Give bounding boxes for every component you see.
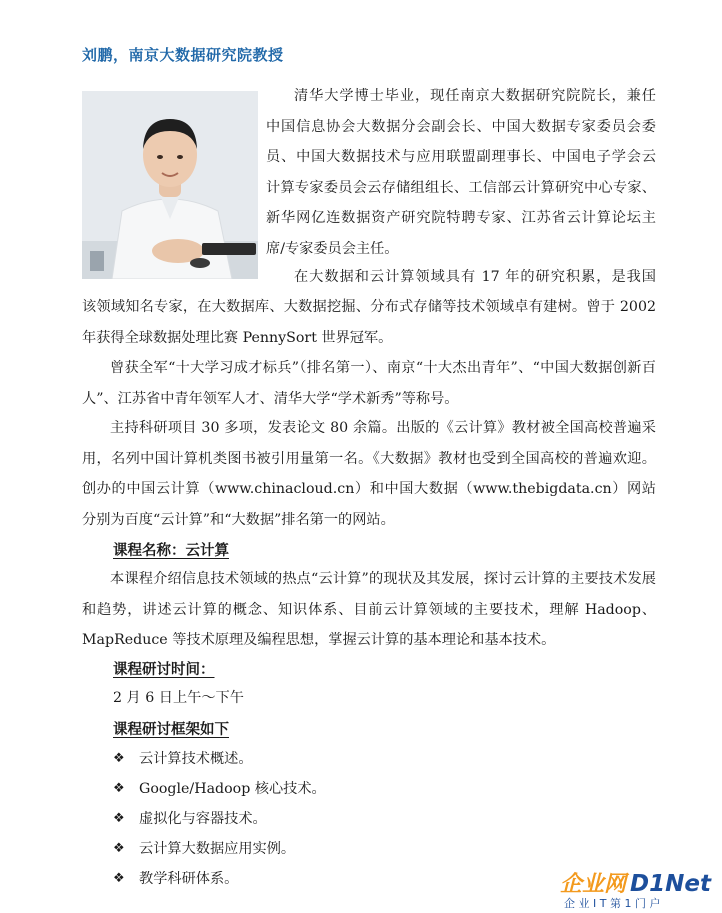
diamond-bullet-icon: ❖	[113, 870, 125, 886]
course-time-value: 2 月 6 日上午～下午	[113, 690, 244, 706]
watermark-slogan: 企 业 I T 第 1 门 户	[564, 897, 661, 909]
list-item	[113, 808, 267, 828]
list-item-text: 虚拟化与容器技术。	[139, 811, 267, 827]
list-item-text: Google/Hadoop 核心技术。	[139, 781, 326, 797]
bio-paragraph-2-start: 在大数据和云计算领域具有 17 年的研究积累，是我国	[294, 269, 656, 285]
diamond-bullet-icon: ❖	[113, 750, 125, 766]
diamond-bullet-icon: ❖	[113, 780, 125, 796]
bio-paragraph-2-rest: 该领域知名专家，在大数据库、大数据挖掘、分布式存储等技术领域卓有建树。曾于 2002 年获得全球数据处理比赛 PennySort 世界冠军。	[82, 299, 656, 346]
bio-paragraph-1	[266, 81, 656, 264]
bio-line: 席/专家委员会主任。	[266, 240, 399, 257]
bio-line: 员、中国大数据技术与应用联盟副理事长、中国电子学会云	[266, 149, 656, 165]
portrait-illustration	[82, 91, 258, 279]
course-description: 本课程介绍信息技术领域的热点“云计算”的现状及其发展，探讨云计算的主要技术发展和趋势，讲述云计算的概念、知识体系、目前云计算领域的主要技术，理解 Hadoop、MapReduce 等技术原理及编程思想，掌握云计算的基本理论和基本技术。	[82, 571, 656, 648]
d1net-watermark-logo	[554, 867, 720, 909]
list-item	[113, 838, 295, 858]
course-framework-heading: 课程研讨框架如下	[113, 721, 229, 738]
list-item	[113, 748, 253, 768]
bio-paragraph-3: 曾获全军“十大学习成才标兵”（排名第一）、南京“十大杰出青年”、“中国大数据创新百人”、江苏省中青年领军人才、清华大学“学术新秀”等称号。	[82, 360, 656, 407]
list-item	[113, 778, 326, 798]
page-title: 刘鹏，南京大数据研究院教授	[82, 46, 284, 64]
bio-line: 清华大学博士毕业，现任南京大数据研究院院长，兼任	[294, 88, 656, 104]
list-item-text: 云计算大数据应用实例。	[139, 841, 296, 857]
watermark-brand: 企业网	[560, 872, 627, 897]
list-item-text: 云计算技术概述。	[139, 751, 253, 767]
bio-line: 计算专家委员会云存储组组长、工信部云计算研究中心专家、	[266, 179, 656, 196]
bio-line: 中国信息协会大数据分会副会长、中国大数据专家委员会委	[266, 118, 656, 135]
course-name-heading: 课程名称：云计算	[113, 542, 229, 559]
watermark-brand-mark: D1Net	[630, 871, 711, 897]
course-time-heading: 课程研讨时间：	[113, 661, 215, 678]
list-item-text: 教学科研体系。	[139, 871, 239, 887]
list-item	[113, 868, 238, 888]
bio-paragraph-4: 主持科研项目 30 多项，发表论文 80 余篇。出版的《云计算》教材被全国高校普遍采用，名列中国计算机类图书被引用量第一名。《大数据》教材也受到全国高校的普遍欢迎。创办的中国云计算（www.chinacloud.cn）和中国大数据（www.thebigdata.cn）网站分别为百度“云计算”和“大数据”排名第一的网站。	[82, 420, 656, 528]
bio-line: 新华网亿连数据资产研究院特聘专家、江苏省云计算论坛主	[266, 210, 656, 226]
diamond-bullet-icon: ❖	[113, 810, 125, 826]
diamond-bullet-icon: ❖	[113, 840, 125, 856]
portrait-photo	[82, 91, 258, 279]
